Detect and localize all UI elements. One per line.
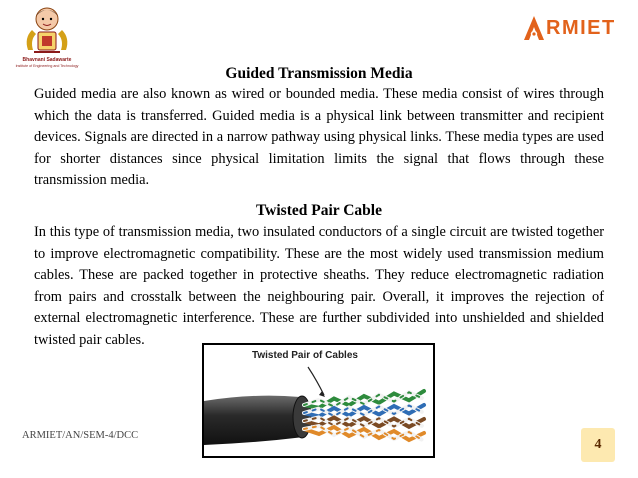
section-heading-twisted-pair: Twisted Pair Cable xyxy=(255,202,382,219)
page-number-badge: 4 xyxy=(581,428,615,462)
institute-subtitle: Institute of Engineering and Technology xyxy=(15,64,79,68)
armiet-logo xyxy=(523,13,616,43)
institute-logo xyxy=(14,6,80,70)
figure-caption: Twisted Pair of Cables xyxy=(252,350,358,361)
paragraph-twisted-pair: In this type of transmission media, two insulated conductors of a single circuit are twisted together to improve electromagnetic compatibility. These are the most widely used transmission medium cables. These are packed together in protective sheaths. They reduce electromagnetic radiation from pairs and crosstalk between the neighbouring pair. Overall, it improves the rejection of external electromagnetic interference. These are further subdivided into unshielded and shielded twisted pair cables. xyxy=(34,224,604,348)
paragraph-guided-media: Guided media are also known as wired or bounded media. These media consist of wires through which the data is transferred. Guided media is a physical link between transmitter and recipient devices. Signals are directed in a narrow pathway using physical links. These media types are used for shorter distances since physical limitation limits the signal that flows through these transmission media. xyxy=(34,86,604,188)
section-heading-guided-media: Guided Transmission Media xyxy=(225,65,413,82)
twisted-pair-cable-icon xyxy=(204,345,433,456)
institute-emblem-icon xyxy=(14,6,80,58)
twisted-pair-figure xyxy=(202,343,435,458)
institute-name: Bhavnani Sadawarte xyxy=(22,57,72,63)
armiet-wordmark: RMIET xyxy=(546,16,616,39)
footer-course-code: ARMIET/AN/SEM-4/DCC xyxy=(22,430,139,441)
armiet-a-mark-icon xyxy=(523,15,545,41)
